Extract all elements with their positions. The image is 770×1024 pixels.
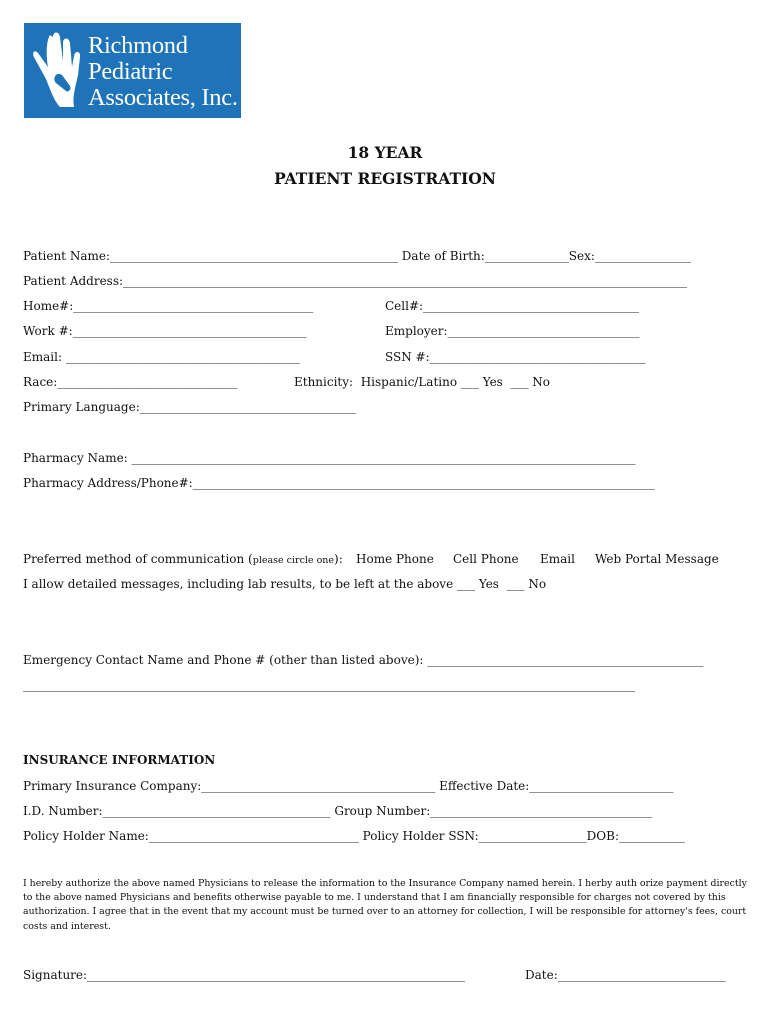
logo-line-2: Pediatric [88,58,173,85]
work-phone-field[interactable]: Work #:_______________________________________ [23,324,307,338]
home-phone-field[interactable]: Home#:________________________________________ [23,299,314,313]
option-cell-phone[interactable]: Cell Phone [453,552,519,566]
circle-instruction: please circle one [252,555,335,566]
hands-icon [32,31,82,111]
policy-holder-field[interactable]: Policy Holder Name:___________________________________ Policy Holder SSN:__________________DOB:___________ [23,829,685,843]
email-field[interactable]: Email: _______________________________________ [23,350,300,364]
signature-field[interactable]: Signature:_______________________________________________________________ [23,968,466,982]
communication-label-start: Preferred method of communication ( [23,552,253,566]
employer-field[interactable]: Employer:________________________________ [385,324,640,338]
page-title: PATIENT REGISTRATION [274,169,496,188]
cell-phone-field[interactable]: Cell#:____________________________________ [385,299,640,313]
pharmacy-address-field[interactable]: Pharmacy Address/Phone#:_____________________________________________________________________________ [23,476,655,490]
date-field[interactable]: Date:____________________________ [525,968,726,982]
authorization-text: I hereby authorize the above named Physicians to release the information to the Insurance Company named herein. I herby auth orize payment directly to the above named Physicians and benefits otherwise payable to me. I understand that I am financially responsible for charges not covered by this authorization. I agree that in the event that my account must be turned over to an attorney for collection, I will be responsible for attorney's fees, court costs and interest. [23,878,747,932]
logo-line-1: Richmond [88,32,188,59]
ethnicity-field[interactable]: Ethnicity: Hispanic/Latino ___ Yes ___ No [294,375,551,389]
race-field[interactable]: Race:______________________________ [23,375,238,389]
id-number-field[interactable]: I.D. Number:______________________________________ Group Number:_____________________________________ [23,804,653,818]
patient-address-field[interactable]: Patient Address:______________________________________________________________________________________________ [23,274,688,288]
logo-text [88,33,238,111]
patient-name-field[interactable]: Patient Name:________________________________________________ Date of Birth:______________Sex:________________ [23,249,691,263]
option-home-phone[interactable]: Home Phone [356,552,434,566]
title-line-1: 18 YEAR [347,143,423,162]
option-email[interactable]: Email [540,552,575,566]
primary-language-field[interactable]: Primary Language:____________________________________ [23,400,356,414]
emergency-contact-field-2[interactable]: ______________________________________________________________________________________________________ [23,678,635,692]
detailed-messages-field[interactable]: I allow detailed messages, including lab results, to be left at the above ___ Yes ___ No [23,577,547,591]
ssn-field[interactable]: SSN #:____________________________________ [385,350,646,364]
communication-label [23,552,343,568]
practice-logo [24,23,241,118]
insurance-heading: INSURANCE INFORMATION [23,753,216,767]
option-web-portal[interactable]: Web Portal Message [595,552,719,566]
logo-line-3: Associates, Inc. [88,84,238,111]
pharmacy-name-field[interactable]: Pharmacy Name: ____________________________________________________________________________________ [23,451,636,465]
communication-label-end: ): [334,552,343,566]
primary-insurance-field[interactable]: Primary Insurance Company:_______________________________________ Effective Date:________________________ [23,779,674,793]
emergency-contact-field[interactable]: Emergency Contact Name and Phone # (other than listed above): ______________________________________________ [23,653,704,667]
